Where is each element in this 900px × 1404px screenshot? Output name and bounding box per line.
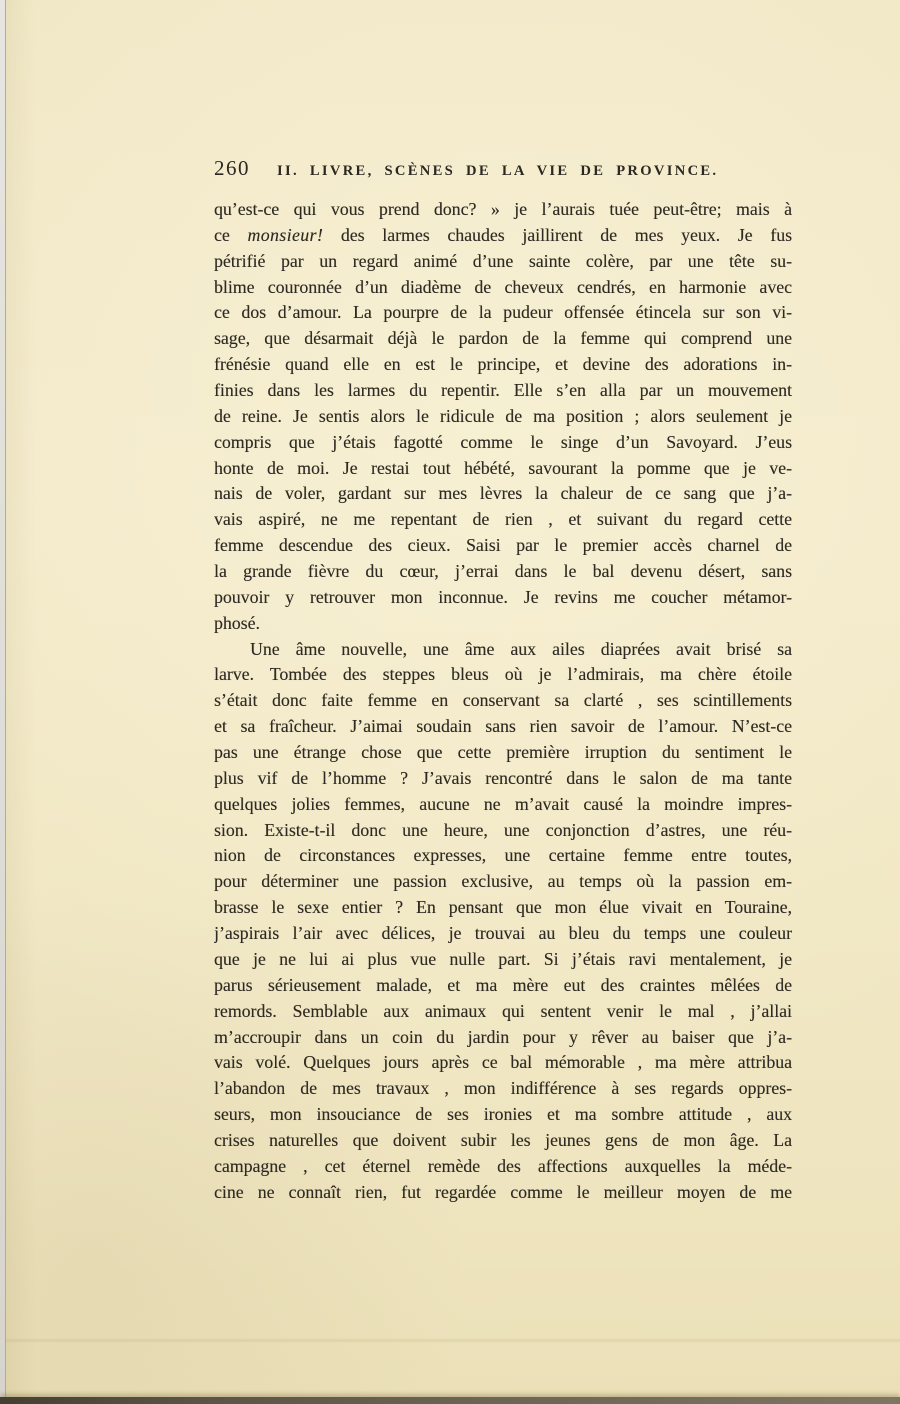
text-line: s’était donc faite femme en conservant sa clarté , ses scintillements bbox=[214, 690, 792, 711]
text-line: pétrifié par un regard animé d’une sainte colère, par une tête su- bbox=[214, 250, 792, 271]
page-body bbox=[214, 197, 792, 1206]
text-line: finies dans les larmes du repentir. Elle s’en alla par un mouvement bbox=[214, 380, 792, 401]
text-line: la grande fièvre du cœur, j’errai dans le bal devenu désert, sans bbox=[214, 561, 792, 582]
text-line: sion. Existe-t-il donc une heure, une conjonction d’astres, une réu- bbox=[214, 819, 792, 840]
text-line: et sa fraîcheur. J’aimai soudain sans rien savoir de l’amour. N’est-ce bbox=[214, 716, 792, 737]
text-line: crises naturelles que doivent subir les jeunes gens de mon âge. La bbox=[214, 1129, 792, 1150]
text-line: nais de voler, gardant sur mes lèvres la chaleur de ce sang que j’a- bbox=[214, 483, 792, 504]
page-number: 260 bbox=[214, 156, 250, 180]
left-scan-edge bbox=[0, 0, 6, 1404]
text-line: que je ne lui ai plus vue nulle part. Si j’étais ravi mentalement, je bbox=[214, 948, 792, 969]
text-line: compris que j’étais fagotté comme le singe d’un Savoyard. J’eus bbox=[214, 431, 792, 452]
text-line: pour déterminer une passion exclusive, au temps où la passion em- bbox=[214, 871, 792, 892]
running-head bbox=[214, 156, 792, 181]
text-line: remords. Semblable aux animaux qui sentent venir le mal , j’allai bbox=[214, 1000, 792, 1021]
text-line: ce dos d’amour. La pourpre de la pudeur offensée étincela sur son vi- bbox=[214, 302, 792, 323]
text-line: m’accroupir dans un coin du jardin pour y rêver au baiser que j’a- bbox=[214, 1026, 792, 1047]
text-line: qu’est-ce qui vous prend donc? » je l’aurais tuée peut-être; mais à bbox=[214, 199, 792, 219]
text-line: honte de moi. Je restai tout hébété, savourant la pomme que je ve- bbox=[214, 457, 792, 478]
text-line: pouvoir y retrouver mon inconnue. Je revins me coucher métamor- bbox=[214, 586, 792, 607]
text-line: vais volé. Quelques jours après ce bal mémorable , ma mère attribua bbox=[214, 1052, 792, 1073]
text-line: Une âme nouvelle, une âme aux ailes diaprées avait brisé sa bbox=[250, 638, 792, 659]
text-line: ce monsieur! des larmes chaudes jaillirent de mes yeux. Je fus bbox=[214, 224, 792, 245]
text-line: vais aspiré, ne me repentant de rien , et suivant du regard cette bbox=[214, 509, 792, 530]
text-line: quelques jolies femmes, aucune ne m’avait causé la moindre impres- bbox=[214, 793, 792, 814]
text-line: de reine. Je sentis alors le ridicule de ma position ; alors seulement je bbox=[214, 405, 792, 426]
text-line: phosé. bbox=[214, 612, 260, 633]
text-line: femme descendue des cieux. Saisi par le premier accès charnel de bbox=[214, 535, 792, 556]
text-line: pas une étrange chose que cette première irruption du sentiment le bbox=[214, 742, 792, 763]
text-line: frénésie quand elle en est le principe, et devine des adorations in- bbox=[214, 354, 792, 375]
text-block bbox=[214, 156, 792, 1206]
running-title: II. LIVRE, SCÈNES DE LA VIE DE PROVINCE. bbox=[277, 163, 719, 179]
text-line: l’abandon de mes travaux , mon indifférence à ses regards oppres- bbox=[214, 1078, 792, 1099]
text-line: j’aspirais l’air avec délices, je trouvai au bleu du temps une couleur bbox=[214, 923, 792, 944]
text-line: larve. Tombée des steppes bleus où je l’admirais, ma chère étoile bbox=[214, 664, 792, 685]
text-line: brasse le sexe entier ? En pensant que mon élue vivait en Touraine, bbox=[214, 897, 792, 918]
scan-shadow-band bbox=[0, 1338, 900, 1343]
text-line: parus sérieusement malade, et ma mère eut des craintes mêlées de bbox=[214, 974, 792, 995]
text-line: sage, que désarmait déjà le pardon de la femme qui comprend une bbox=[214, 328, 792, 349]
text-line: campagne , cet éternel remède des affections auxquelles la méde- bbox=[214, 1155, 792, 1176]
text-line: nion de circonstances expresses, une certaine femme entre toutes, bbox=[214, 845, 792, 866]
text-line: cine ne connaît rien, fut regardée comme le meilleur moyen de me bbox=[214, 1181, 792, 1202]
text-line: seurs, mon insouciance de ses ironies et ma sombre attitude , aux bbox=[214, 1104, 792, 1125]
text-line: plus vif de l’homme ? J’avais rencontré dans le salon de ma tante bbox=[214, 767, 792, 788]
text-line: blime couronnée d’un diadème de cheveux cendrés, en harmonie avec bbox=[214, 276, 792, 297]
bottom-edge-shadow bbox=[0, 1397, 900, 1404]
